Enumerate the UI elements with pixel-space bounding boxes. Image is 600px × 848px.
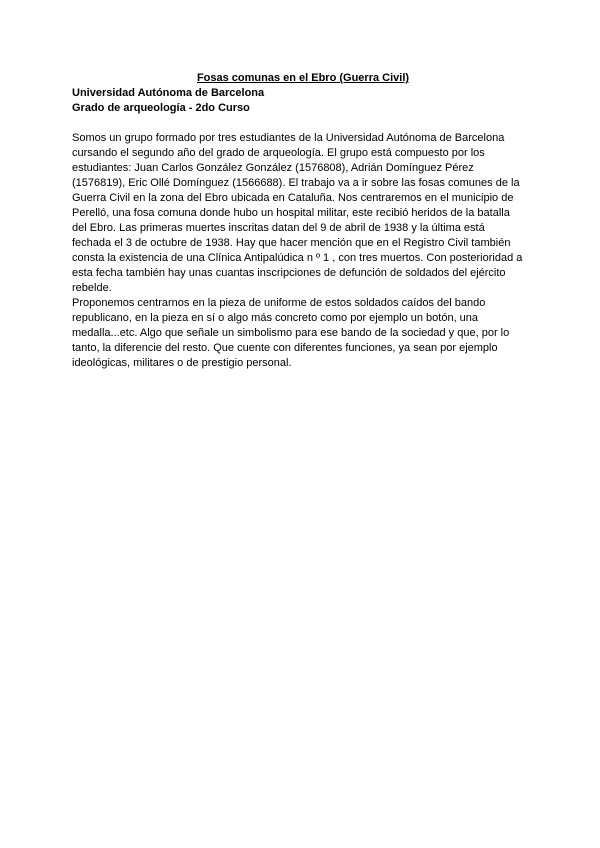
- text-line: cursando el segundo año del grado de arqueología. El grupo está compuesto por los: [72, 147, 485, 159]
- text-line: ideológicas, militares o de prestigio personal.: [72, 357, 292, 369]
- course-grade: Grado de arqueología - 2do Curso: [72, 102, 250, 114]
- text-line: Somos un grupo formado por tres estudiantes de la Universidad Autónoma de Barcelona: [72, 132, 505, 144]
- text-line: estudiantes: Juan Carlos González González (1576808), Adrián Domínguez Pérez: [72, 162, 474, 174]
- text-line: medalla...etc. Algo que señale un simbolismo para ese bando de la sociedad y que, por lo: [72, 327, 510, 339]
- text-line: esta fecha también hay unas cuantas inscripciones de defunción de soldados del ejército: [72, 267, 506, 279]
- text-line: consta la existencia de una Clínica Antipalúdica n º 1 , con tres muertos. Con posterioridad a: [72, 252, 523, 264]
- text-line: tanto, la diferencie del resto. Que cuente con diferentes funciones, ya sean por ejemplo: [72, 342, 498, 354]
- paragraph-proposal: [72, 296, 534, 371]
- text-line: del Ebro. Las primeras muertes inscritas datan del 9 de abril de 1938 y la última está: [72, 222, 485, 234]
- text-line: rebelde.: [72, 282, 112, 294]
- text-line: Guerra Civil en la zona del Ebro ubicada en Cataluña. Nos centraremos en el municipio de: [72, 192, 514, 204]
- text-line: Perelló, una fosa comuna donde hubo un hospital militar, este recibió heridos de la batalla: [72, 207, 510, 219]
- text-line: fechada el 3 de octubre de 1938. Hay que hacer mención que en el Registro Civil también: [72, 237, 511, 249]
- text-line: (1576819), Eric Ollé Domínguez (1566688). El trabajo va a ir sobre las fosas comunes de la: [72, 177, 520, 189]
- text-line: Proponemos centrarnos en la pieza de uniforme de estos soldados caídos del bando: [72, 297, 486, 309]
- university-name: Universidad Autónoma de Barcelona: [72, 87, 265, 99]
- body-text: [72, 131, 534, 371]
- document-title: Fosas comunas en el Ebro (Guerra Civil): [196, 72, 410, 84]
- paragraph-intro: [72, 131, 534, 296]
- text-line: republicano, en la pieza en sí o algo más concreto como por ejemplo un botón, una: [72, 312, 479, 324]
